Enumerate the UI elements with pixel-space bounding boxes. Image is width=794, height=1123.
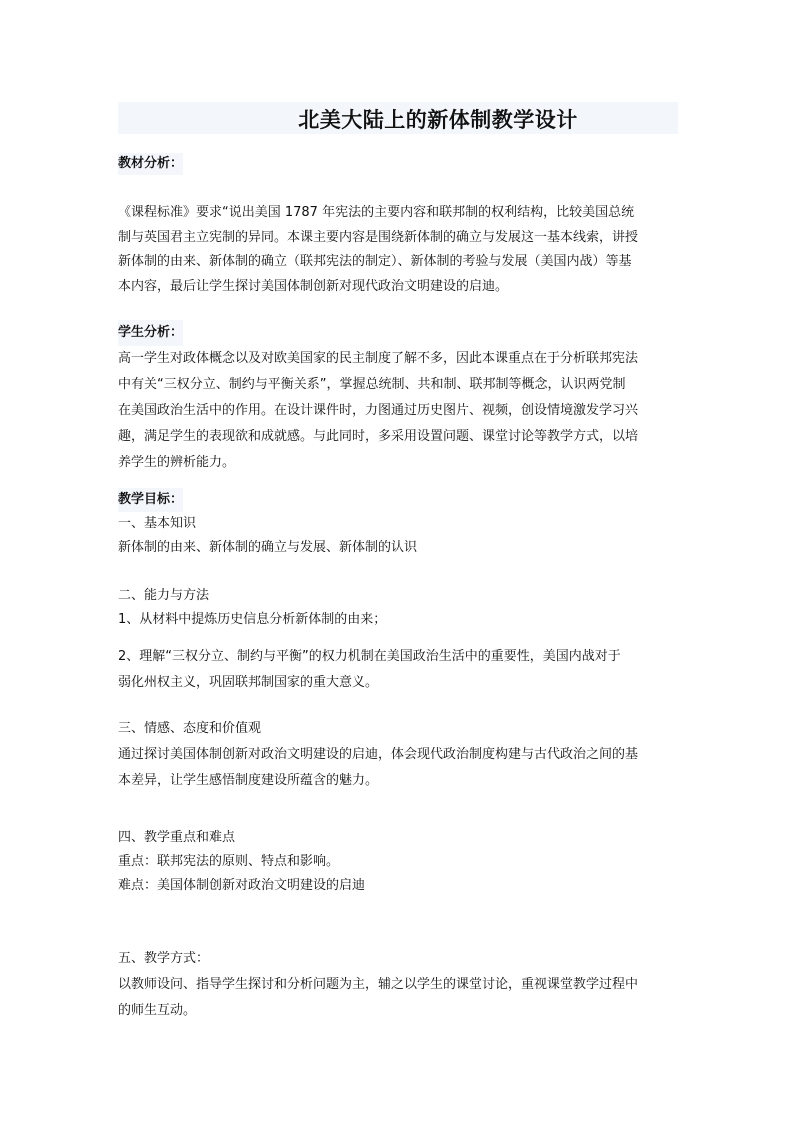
list-item: 弱化州权主义，巩固联邦制国家的重大意义。 (118, 675, 379, 690)
paragraph-line: 通过探讨美国体制创新对政治文明建设的启迪，体会现代政治制度构建与古代政治之间的基 (118, 747, 639, 762)
paragraph-line: 趣，满足学生的表现欲和成就感。与此同时，多采用设置问题、课堂讨论等教学方式，以培 (118, 429, 639, 444)
paragraph-line: 以教师设问、指导学生探讨和分析问题为主，辅之以学生的课堂讨论，重视课堂教学过程中 (118, 977, 639, 992)
section-key-points (118, 826, 678, 898)
document-title: 北美大陆上的新体制教学设计 (298, 107, 578, 132)
key-point-line: 重点：联邦宪法的原则、特点和影响。 (118, 854, 340, 869)
heading-teaching-goals: 教学目标： (118, 488, 183, 512)
section-teaching-goals (118, 488, 678, 560)
paragraph-line: 《课程标准》要求“说出美国 1787 年宪法的主要内容和联邦制的权利结构，比较美国总统 (118, 205, 635, 220)
list-item: 1、从材料中提炼历史信息分析新体制的由来； (118, 612, 387, 627)
section-ability-item2 (118, 644, 678, 696)
paragraph-line: 本差异，让学生感悟制度建设所蕴含的魅力。 (118, 773, 379, 788)
section-student-analysis (118, 320, 678, 476)
list-item: 2、理解“三权分立、制约与平衡”的权力机制在美国政治生活中的重要性，美国内战对于 (118, 649, 621, 664)
paragraph-line: 中有关“三权分立、制约与平衡关系”，掌握总统制、共和制、联邦制等概念，认识两党制 (118, 377, 626, 392)
paragraph-line: 在美国政治生活中的作用。在设计课件时，力图通过历史图片、视频，创设情境激发学习兴 (118, 403, 639, 418)
paragraph-line: 养学生的辨析能力。 (118, 455, 236, 470)
paragraph-line: 本内容，最后让学生探讨美国体制创新对现代政治文明建设的启迪。 (118, 278, 509, 294)
paragraph-line: 的师生互动。 (118, 1003, 197, 1018)
paragraph-line: 新体制的由来、新体制的确立（联邦宪法的制定）、新体制的考验与发展（美国内战）等基 (118, 254, 632, 269)
paragraph-line: 制与英国君主立宪制的异同。本课主要内容是围绕新体制的确立与发展这一基本线索，讲授 (118, 229, 639, 245)
subsection-title: 四、教学重点和难点 (118, 830, 236, 845)
subsection-title: 二、能力与方法 (118, 588, 210, 603)
section-textbook-analysis (118, 153, 678, 175)
subsection-title: 一、基本知识 (118, 516, 197, 531)
subsection-title: 三、情感、态度和价值观 (118, 721, 262, 736)
subsection-title: 五、教学方式： (118, 951, 210, 966)
difficult-point-line: 难点：美国体制创新对政治文明建设的启迪 (118, 878, 366, 893)
paragraph-line: 高一学生对政体概念以及对欧美国家的民主制度了解不多，因此本课重点在于分析联邦宪法 (118, 351, 639, 366)
section-ability-method (118, 584, 678, 632)
heading-student-analysis: 学生分析： (118, 320, 183, 346)
paragraph-line: 新体制的由来、新体制的确立与发展、新体制的认识 (118, 540, 418, 555)
textbook-analysis-body (118, 201, 678, 299)
section-teaching-method (118, 946, 678, 1024)
section-emotion-values (118, 716, 678, 794)
heading-textbook-analysis: 教材分析： (118, 153, 183, 175)
